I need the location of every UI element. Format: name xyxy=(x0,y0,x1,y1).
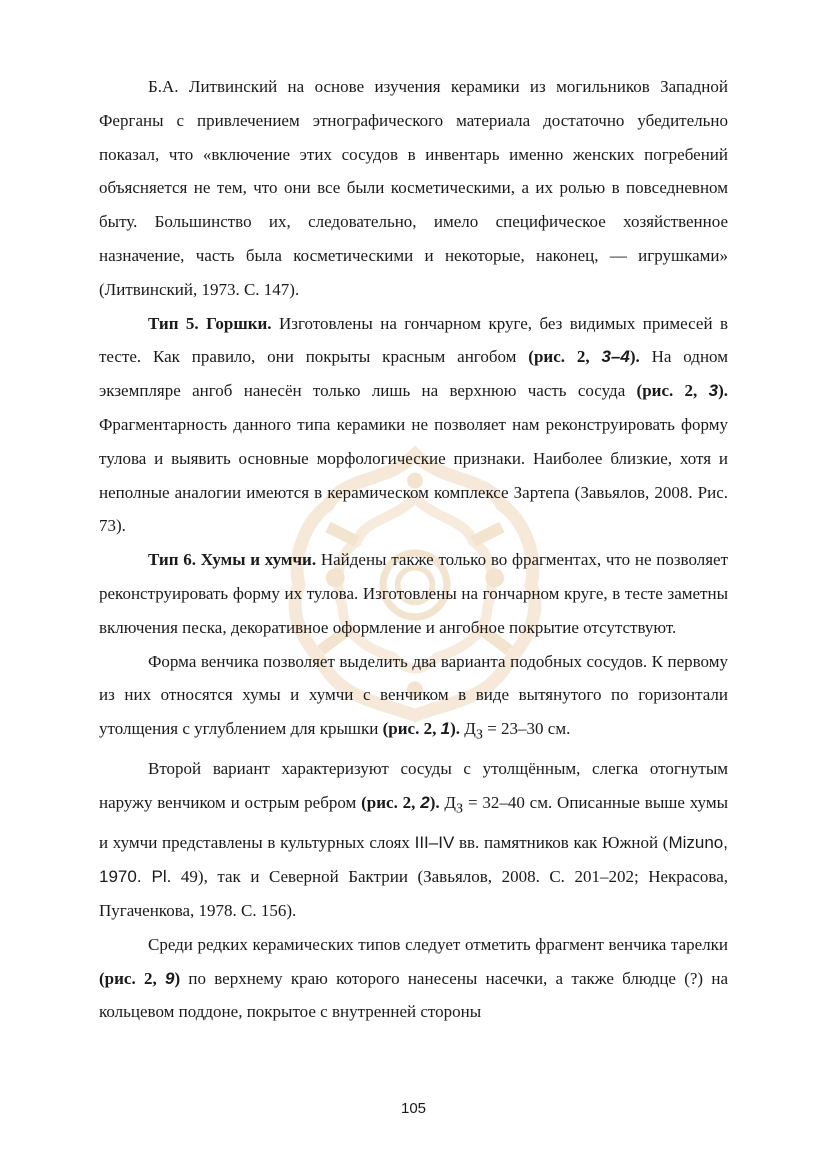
paragraph-rare-types: Среди редких керамических типов следует отметить фрагмент венчика тарелки (рис. 2, 9) по верхнему краю которого нанесены насечки, а также блюдце (?) на кольцевом поддоне, покрытое с внутренней стороны xyxy=(99,934,728,1022)
heading-type-5: Тип 5. Горшки. xyxy=(148,313,272,333)
figure-ref: (рис. 2, 3–4). xyxy=(528,347,640,367)
heading-type-6: Тип 6. Хумы и хумчи. xyxy=(148,550,317,570)
figure-ref: (рис. 2, 1). xyxy=(382,719,460,739)
paragraph-type-6: Тип 6. Хумы и хумчи. Найдены также только во фрагментах, что не позволяет реконструировать форму их тулова. Изготовлены на гончарном круге, в тесте заметны включения песка, декоративное оформление и ангобное покрытие отсутствуют. xyxy=(99,550,728,637)
paragraph-variant-1: Форма венчика позволяет выделить два варианта подобных сосудов. К первому из них относятся хумы и хумчи с венчиком в виде вытянутого по горизонтали утолщения с углублением для крышки (рис. 2, 1). $Д_З = 23-30$ см. xyxy=(99,651,728,743)
paragraph-type-5: Тип 5. Горшки. Изготовлены на гончарном круге, без видимых примесей в тесте. Как правило, они покрыты красным ангобом (рис. 2, 3–4). На одном экземпляре ангоб нанесён только лишь на верхнюю часть сосуда (рис. 2, 3). Фрагментарность данного типа керамики не позволяет нам реконструировать форму тулова и выявить основные морфологические признаки. Наиболее близкие, хотя и неполные аналогии имеются в керамическом комплексе Зартепа (Завьялов, 2008. Рис. 73). xyxy=(99,313,728,536)
figure-ref: (рис. 2, 3). xyxy=(636,381,728,401)
page-body xyxy=(99,70,728,1029)
figure-ref: (рис. 2, 2). xyxy=(361,793,440,813)
paragraph-variant-2: Второй вариант характеризуют сосуды с утолщённым, слегка отогнутым наружу венчиком и острым ребром (рис. 2, 2). $Д_З = 32-40$ см. Описанные выше хумы и хумчи представлены в культурных слоях III–IV вв. памятников как Южной (Mizuno, 1970. Pl. 49), так и Северной Бактрии (Завьялов, 2008. С. 201–202; Некрасова, Пугаченкова, 1978. С. 156). xyxy=(99,759,729,920)
figure-ref: (рис. 2, 9) xyxy=(99,968,181,988)
page-number: 105 xyxy=(400,1100,427,1117)
paragraph-litvinsky: Б.А. Литвинский на основе изучения керамики из могильников Западной Ферганы с привлечением этнографического материала достаточно убедительно показал, что «включение этих сосудов в инвентарь именно женских погребений объясняется не тем, что они все были косметическими, а их ролью в повседневном быту. Большинство их, следовательно, имело специфическое хозяйственное назначение, часть была косметическими и некоторые, наконец, — игрушками» (Литвинский, 1973. С. 147). xyxy=(99,77,728,299)
